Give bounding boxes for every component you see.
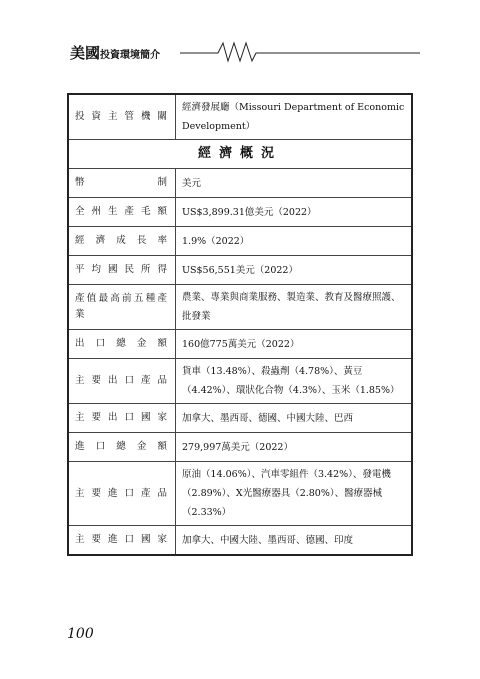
row-value: 農業、專業與商業服務、製造業、教育及醫療照護、批發業 (176, 285, 413, 330)
row-label: 平均國民所得 (68, 256, 176, 285)
table-row (68, 169, 412, 198)
header-title-subtitle: 投資環境簡介 (100, 50, 161, 61)
row-value: 美元 (176, 169, 413, 198)
table-row (68, 285, 412, 330)
table-row-authority (68, 94, 412, 140)
row-value: 1.9%（2022） (176, 227, 413, 256)
row-label: 經濟成長率 (68, 227, 176, 256)
row-value: 加拿大、中國大陸、墨西哥、德國、印度 (176, 526, 413, 556)
page-number: 100 (67, 626, 94, 642)
row-value: 160億775萬美元（2022） (176, 330, 413, 359)
header-heartbeat-line (70, 40, 420, 64)
row-label: 全州生產毛額 (68, 198, 176, 227)
row-label: 主要進口產品 (68, 462, 176, 526)
row-label: 進口總金額 (68, 433, 176, 462)
row-label: 主要出口產品 (68, 359, 176, 404)
row-value: 經濟發展廳（Missouri Department of Economic Development） (176, 94, 413, 140)
investment-overview-table (67, 93, 413, 556)
row-label: 幣制 (68, 169, 176, 198)
table-row (68, 462, 412, 526)
row-value: 貨車（13.48%）、殺蟲劑（4.78%）、黃豆（4.42%）、環狀化合物（4.3%）、玉米（1.85%） (176, 359, 413, 404)
table-row (68, 404, 412, 433)
table-row (68, 198, 412, 227)
row-label: 主要出口國家 (68, 404, 176, 433)
row-label: 出口總金額 (68, 330, 176, 359)
table-row (68, 526, 412, 556)
table-row (68, 433, 412, 462)
table-row (68, 359, 412, 404)
row-value: 加拿大、墨西哥、德國、中國大陸、巴西 (176, 404, 413, 433)
section-header-row (68, 140, 412, 169)
row-label: 產值最高前五種產業 (68, 285, 176, 330)
running-header (70, 40, 420, 64)
table-row (68, 256, 412, 285)
row-label: 主要進口國家 (68, 526, 176, 556)
section-title: 經濟概況 (68, 140, 412, 169)
table-row (68, 330, 412, 359)
row-value: US$3,899.31億美元（2022） (176, 198, 413, 227)
row-value: 原油（14.06%）、汽車零組件（3.42%）、發電機（2.89%）、X光醫療器具（2.80%）、醫療器械（2.33%） (176, 462, 413, 526)
row-value: US$56,551美元（2022） (176, 256, 413, 285)
header-title-country: 美國 (70, 44, 101, 62)
row-value: 279,997萬美元（2022） (176, 433, 413, 462)
row-label: 投資主管機關 (68, 94, 176, 140)
table-row (68, 227, 412, 256)
